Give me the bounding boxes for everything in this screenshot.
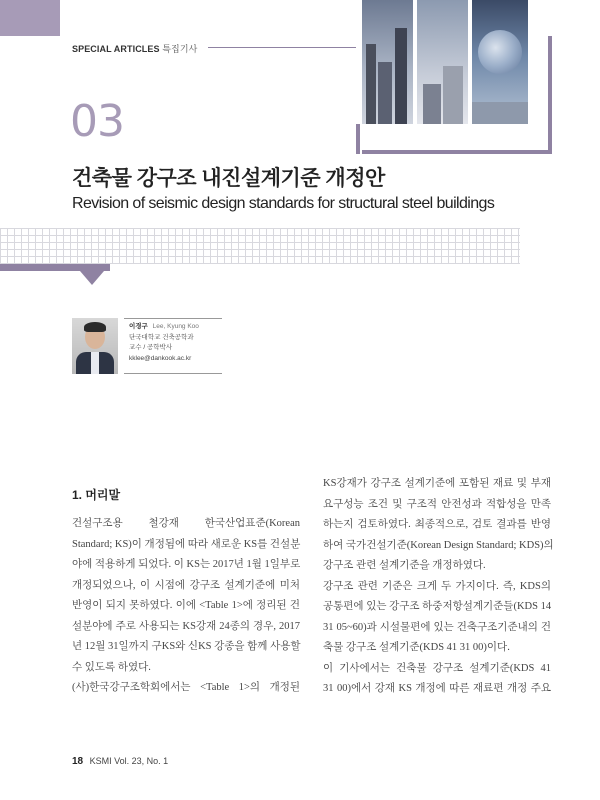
title-korean: 건축물 강구조 내진설계기준 개정안	[72, 167, 385, 190]
body-line: 강구조 관련 설계기준을 개정하였다.	[323, 560, 486, 571]
section-label	[72, 42, 197, 55]
article-number: 03	[70, 96, 124, 147]
hero-panel-city-left	[362, 0, 413, 124]
hero-panel-city-center	[417, 0, 468, 124]
author-name-en: Lee, Kyung Koo	[152, 323, 199, 330]
section-label-en: SPECIAL ARTICLES	[72, 44, 160, 54]
body-line: 개정되었으나, 이 시점에 강구조 설계기준에 미처	[72, 579, 300, 591]
hero-image	[362, 0, 552, 146]
body-line: 하는지 검토하였다. 최종적으로, 검토 결과를 반영	[323, 519, 551, 530]
author-position: 교수 / 공학박사	[129, 344, 173, 351]
body-line: 년 12월 31일까지 구KS와 신KS 강종을 함께 사용할	[72, 641, 301, 652]
body-line: 강구조 관련 기준은 크게 두 가지이다. 즉, KDS의	[323, 580, 551, 592]
author-name-kr: 이경구	[129, 323, 148, 330]
hero-panel-globe	[472, 0, 528, 124]
author-affiliation: 단국대학교 건축공학과	[129, 333, 194, 341]
body-line: 31 00)에서 강재 KS 개정에 따른 재료편 개정 주요	[323, 683, 551, 694]
body-line: 공통편에 있는 강구조 하중저항설계기준들(KDS 14	[323, 601, 552, 612]
accent-triangle	[80, 271, 104, 285]
author-divider-bottom	[124, 373, 222, 374]
page-footer	[72, 756, 168, 767]
author-photo	[72, 318, 118, 374]
body-line: KS강재가 강구조 설계기준에 포함된 재료 및 부재	[323, 478, 551, 489]
section-label-kr: 특집기사	[162, 44, 198, 54]
section-heading: 1. 머리말	[72, 488, 121, 502]
section-rule	[208, 47, 356, 48]
body-line: (사)한국강구조학회에서는 <Table 1>의 개정된	[72, 682, 300, 693]
grid-pattern-band	[0, 228, 520, 264]
body-line: 설분야에 주로 사용되는 KS강재 24종의 경우, 2017	[72, 620, 300, 632]
body-column-right	[323, 474, 554, 700]
author-email: kklee@dankook.ac.kr	[129, 354, 192, 362]
page-number: 18	[72, 756, 84, 767]
corner-accent-block	[0, 0, 60, 36]
accent-bar	[0, 264, 110, 271]
body-line: 수 있도록 하였다.	[72, 661, 151, 673]
body-line: 반영이 되지 못하였다. 이에 <Table 1>에 정리된 건	[72, 600, 300, 611]
body-line: 건설구조용 철강재 한국산업표준(Korean	[72, 518, 300, 529]
hero-frame-right	[548, 36, 552, 154]
hero-frame-bottom	[362, 150, 552, 154]
title-english: Revision of seismic design standards for structural steel buildings	[72, 195, 495, 212]
body-line: 축물 강구조 설계기준(KDS 41 31 00)이다.	[323, 642, 510, 653]
body-line: 31 05~60)과 시설물편에 있는 건축구조기준내의 건	[323, 621, 551, 633]
journal-info: KSMI Vol. 23, No. 1	[89, 756, 169, 766]
body-line: 하여 국가건설기준(Korean Design Standard; KDS)의	[323, 539, 554, 551]
body-line: Standard; KS)이 개정됨에 따라 새로운 KS를 건설분	[72, 538, 301, 550]
hero-frame-left	[356, 124, 360, 154]
globe-graphic	[478, 30, 522, 74]
body-line: 요구성능 조건 및 구조적 안전성과 적합성을 만족	[323, 498, 551, 510]
body-line: 야에 적용하게 되었다. 이 KS는 2017년 1월 1일부로	[72, 559, 301, 570]
author-info	[129, 322, 199, 364]
author-divider-top	[124, 318, 222, 319]
body-column-left	[72, 514, 300, 699]
body-line: 이 기사에서는 건축물 강구조 설계기준(KDS 41	[323, 662, 551, 674]
